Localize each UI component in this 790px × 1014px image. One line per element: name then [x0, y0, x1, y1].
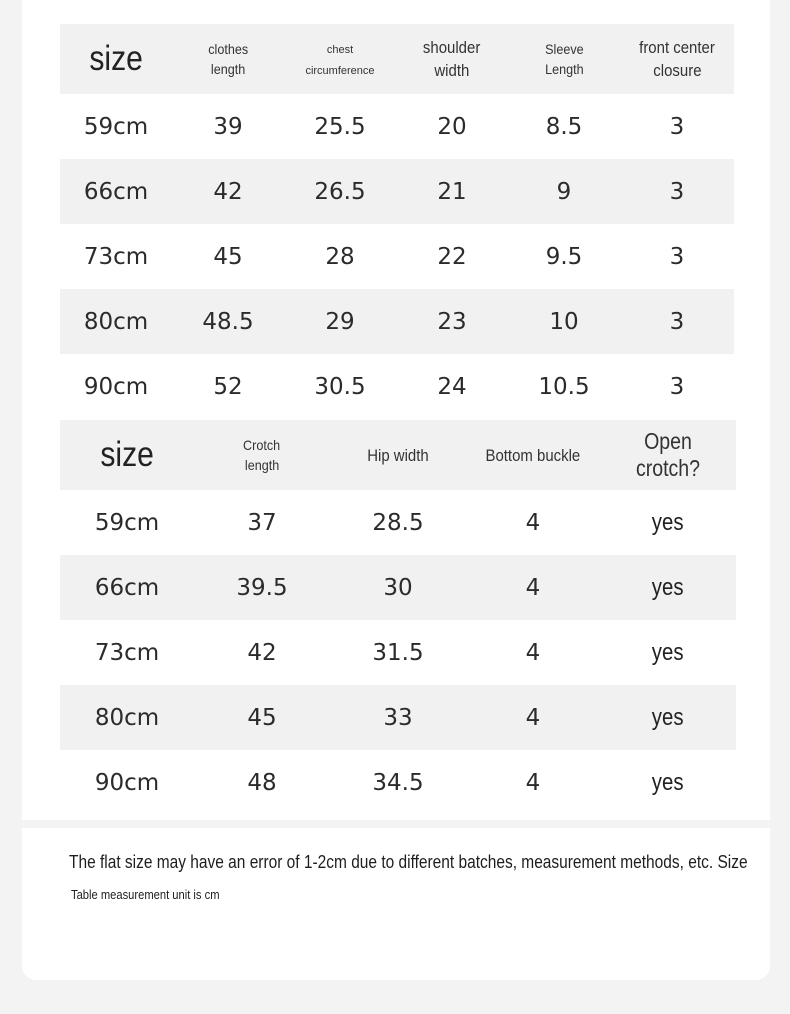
clothes-length-cell: 52: [213, 373, 243, 400]
table-row: [60, 354, 734, 419]
shoulder-cell: 20: [437, 113, 467, 140]
tops-header-front-center-closure: front center closure: [639, 38, 715, 80]
size-cell: 73cm: [83, 243, 149, 270]
crotch-length-cell: 45: [247, 704, 277, 731]
tops-header-row: [60, 24, 734, 94]
chest-cell: 26.5: [314, 178, 366, 205]
sleeve-cell: 8.5: [545, 113, 583, 140]
clothes-length-cell: 48.5: [202, 308, 254, 335]
bottom-buckle-cell: 4: [525, 639, 541, 666]
table-row: [60, 555, 736, 620]
note-card: [22, 828, 770, 980]
sleeve-cell: 10.5: [538, 373, 590, 400]
measurement-unit-note: Table measurement unit is cm: [71, 887, 220, 902]
table-row: [60, 159, 734, 224]
shoulder-cell: 23: [437, 308, 467, 335]
pants-header-hip-width: Hip width: [367, 445, 429, 465]
crotch-length-cell: 37: [247, 509, 277, 536]
size-cell: 59cm: [83, 113, 149, 140]
shoulder-cell: 24: [437, 373, 467, 400]
sleeve-cell: 9.5: [545, 243, 583, 270]
bottom-buckle-cell: 4: [525, 574, 541, 601]
hip-width-cell: 34.5: [372, 769, 424, 796]
open-crotch-cell: yes: [652, 508, 684, 536]
table-row: [60, 750, 736, 815]
clothes-length-cell: 45: [213, 243, 243, 270]
pants-header-open-crotch: Open crotch?: [635, 428, 701, 481]
pants-header-bottom-buckle: Bottom buckle: [485, 445, 581, 465]
size-cell: 90cm: [83, 373, 149, 400]
size-cell: 90cm: [94, 769, 160, 796]
chest-cell: 30.5: [314, 373, 366, 400]
size-cell: 73cm: [94, 639, 160, 666]
size-cell: 80cm: [83, 308, 149, 335]
tops-header-size: size: [89, 39, 143, 78]
measurement-error-note: The flat size may have an error of 1-2cm due to different batches, measurement methods, etc. Size: [69, 852, 748, 872]
table-row: [60, 94, 734, 159]
sleeve-cell: 9: [556, 178, 572, 205]
tops-header-chest-circumference: chest circumference: [305, 44, 375, 77]
closure-cell: 3: [669, 243, 685, 270]
table-row: [60, 685, 736, 750]
tops-header-sleeve-length: Sleeve Length: [544, 41, 584, 77]
open-crotch-cell: yes: [652, 638, 684, 666]
hip-width-cell: 30: [383, 574, 413, 601]
table-row: [60, 224, 734, 289]
chest-cell: 29: [325, 308, 355, 335]
chest-cell: 25.5: [314, 113, 366, 140]
clothes-length-cell: 42: [213, 178, 243, 205]
bottom-buckle-cell: 4: [525, 509, 541, 536]
closure-cell: 3: [669, 178, 685, 205]
table-row: [60, 490, 736, 555]
tops-header-shoulder-width: shoulder width: [423, 38, 481, 80]
bottom-buckle-cell: 4: [525, 704, 541, 731]
clothes-length-cell: 39: [213, 113, 243, 140]
pants-size-table: [60, 420, 736, 815]
bottom-buckle-cell: 4: [525, 769, 541, 796]
hip-width-cell: 28.5: [372, 509, 424, 536]
closure-cell: 3: [669, 308, 685, 335]
chest-cell: 28: [325, 243, 355, 270]
table-row: [60, 289, 734, 354]
tops-size-table: [60, 24, 734, 419]
open-crotch-cell: yes: [652, 573, 684, 601]
hip-width-cell: 33: [383, 704, 413, 731]
closure-cell: 3: [669, 113, 685, 140]
table-row: [60, 620, 736, 685]
pants-header-row: [60, 420, 736, 490]
open-crotch-cell: yes: [652, 768, 684, 796]
size-cell: 80cm: [94, 704, 160, 731]
shoulder-cell: 21: [437, 178, 467, 205]
size-cell: 59cm: [94, 509, 160, 536]
hip-width-cell: 31.5: [372, 639, 424, 666]
shoulder-cell: 22: [437, 243, 467, 270]
crotch-length-cell: 39.5: [236, 574, 288, 601]
size-cell: 66cm: [94, 574, 160, 601]
pants-header-crotch-length: Crotch length: [243, 437, 281, 473]
open-crotch-cell: yes: [652, 703, 684, 731]
pants-header-size: size: [100, 435, 154, 474]
size-cell: 66cm: [83, 178, 149, 205]
tops-header-clothes-length: clothes length: [208, 41, 248, 77]
crotch-length-cell: 42: [247, 639, 277, 666]
sleeve-cell: 10: [549, 308, 579, 335]
crotch-length-cell: 48: [247, 769, 277, 796]
closure-cell: 3: [669, 373, 685, 400]
